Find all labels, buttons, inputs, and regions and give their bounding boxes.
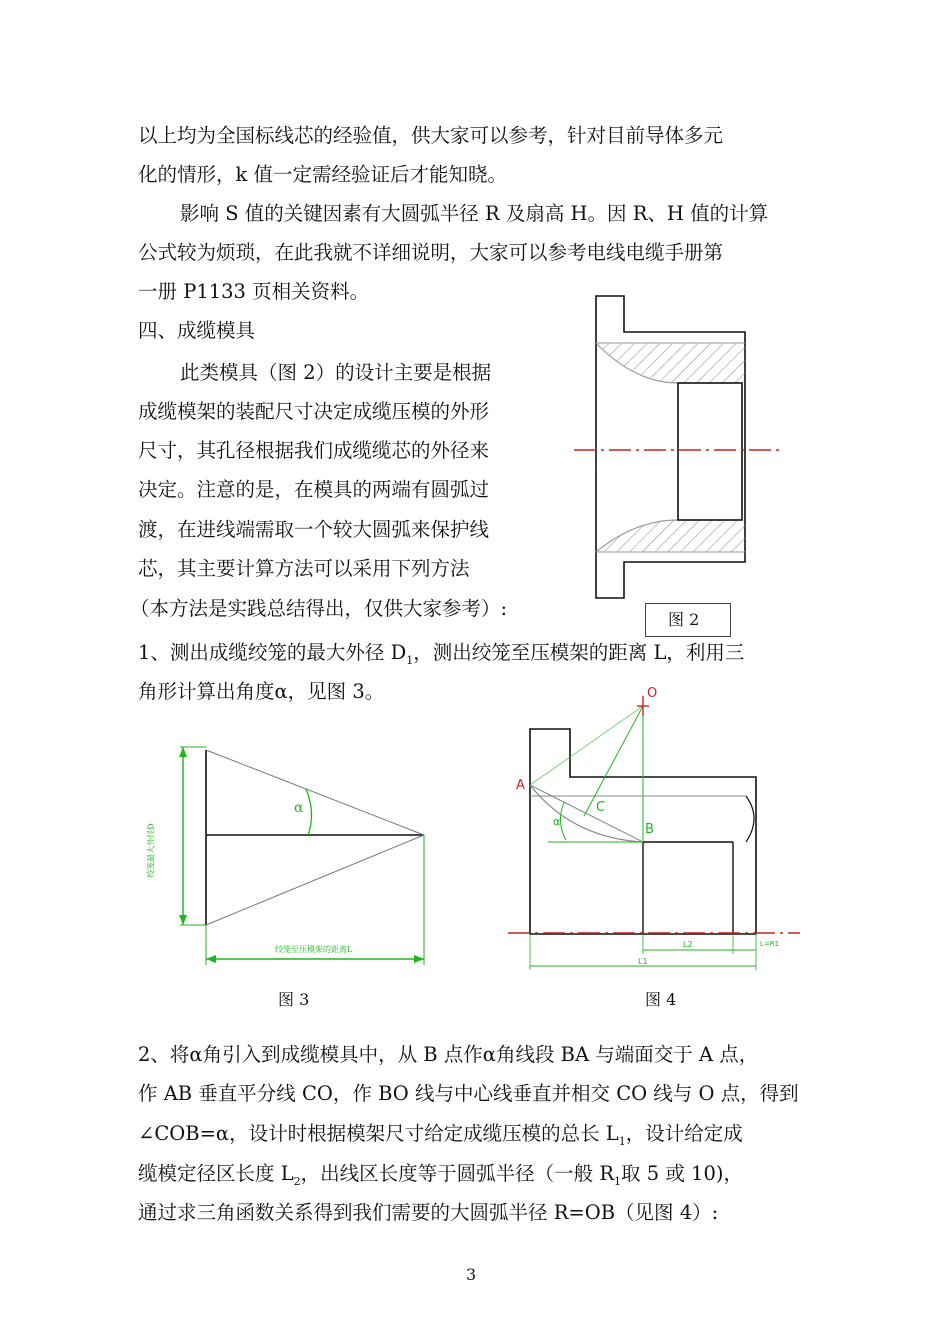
figure-2-caption-box	[645, 603, 731, 637]
fig4-label-L1: L1	[638, 957, 648, 966]
figure-4-caption: 图 4	[645, 990, 677, 1009]
fig3-dim-horizontal-label: 绞笼至压模架的距离L	[275, 945, 353, 954]
para3-line3: 尺寸，其孔径根据我们成缆缆芯的外径来	[138, 439, 490, 462]
figure-3-drawing	[160, 735, 450, 975]
fig3-alpha-label: α	[294, 800, 304, 816]
step2-line5: 通过求三角函数关系得到我们需要的大圆弧半径 R=OB（见图 4）:	[138, 1201, 719, 1224]
fig4-label-alpha: α	[553, 815, 561, 828]
step2-line1: 2、将α角引入到成缆模具中，从 B 点作α角线段 BA 与端面交于 A 点，	[138, 1043, 759, 1066]
step2-line3-sub: 1	[618, 1135, 626, 1148]
para1-line2: 化的情形，k 值一定需经验证后才能知晓。	[138, 163, 508, 186]
fig4-label-B: B	[645, 822, 654, 837]
para3-line5: 渡，在进线端需取一个较大圆弧来保护线	[138, 518, 490, 541]
figure-4-drawing	[500, 688, 810, 978]
para3-line2: 成缆模架的装配尺寸决定成缆压模的外形	[138, 400, 490, 423]
step1-line1-b: ，测出绞笼至压模架的距离 L，利用三	[413, 641, 745, 664]
fig4-label-C: C	[596, 800, 606, 815]
fig4-label-O: O	[647, 686, 658, 701]
para3-line6: 芯，其主要计算方法可以采用下列方法	[138, 557, 470, 580]
step2-line4-sub1: 2	[293, 1175, 301, 1188]
step2-line3-b: ，设计给定成	[625, 1122, 743, 1145]
step2-line4-c: 取 5 或 10)，	[621, 1162, 743, 1185]
para2-line1: 影响 S 值的关键因素有大圆弧半径 R 及扇高 H。因 R、H 值的计算	[180, 202, 769, 225]
step1-line2: 角形计算出角度α，见图 3。	[138, 680, 385, 703]
section-heading: 四、成缆模具	[138, 319, 256, 342]
figure-3-caption: 图 3	[278, 990, 310, 1009]
step2-line4-sub2: 1	[614, 1175, 622, 1188]
para3-line4: 决定。注意的是，在模具的两端有圆弧过	[138, 478, 490, 501]
fig2-bore	[678, 383, 742, 520]
para3-line7: （本方法是实践总结得出，仅供大家参考）:	[130, 597, 508, 620]
step2-line3-a: ∠COB=α，设计时根据模架尺寸给定成缆压模的总长 L	[138, 1122, 619, 1145]
step2-line4-a: 缆模定径区长度 L	[138, 1162, 294, 1185]
figure-2-drawing	[560, 290, 800, 620]
para2-line3: 一册 P1133 页相关资料。	[138, 280, 370, 303]
step2-line2: 作 AB 垂直平分线 CO，作 BO 线与中心线垂直并相交 CO 线与 O 点，得到	[138, 1082, 799, 1105]
para3-line1: 此类模具（图 2）的设计主要是根据	[180, 361, 492, 384]
step1-line1-a: 1、测出成缆绞笼的最大外径 D	[138, 641, 407, 664]
step2-line3	[138, 1121, 743, 1155]
page-number: 3	[466, 1265, 477, 1284]
step1-line1	[138, 640, 744, 674]
step2-line4	[138, 1161, 743, 1195]
fig4-label-A: A	[516, 778, 525, 793]
para2-line2: 公式较为烦琐，在此我就不详细说明，大家可以参考电线电缆手册第	[138, 241, 724, 264]
fig4-label-R1: L=R1	[760, 940, 780, 948]
fig3-dim-vertical-label: 绞笼最大外径D	[146, 823, 156, 878]
para1-line1: 以上均为全国标线芯的经验值，供大家可以参考，针对目前导体多元	[138, 124, 724, 147]
fig3-angle-arc	[306, 789, 312, 835]
step2-line4-b: ，出线区长度等于圆弧半径（一般 R	[300, 1162, 615, 1185]
step1-line1-sub: 1	[406, 654, 414, 667]
figure-2-caption: 图 2	[668, 610, 700, 629]
fig4-label-L2: L2	[683, 940, 693, 949]
